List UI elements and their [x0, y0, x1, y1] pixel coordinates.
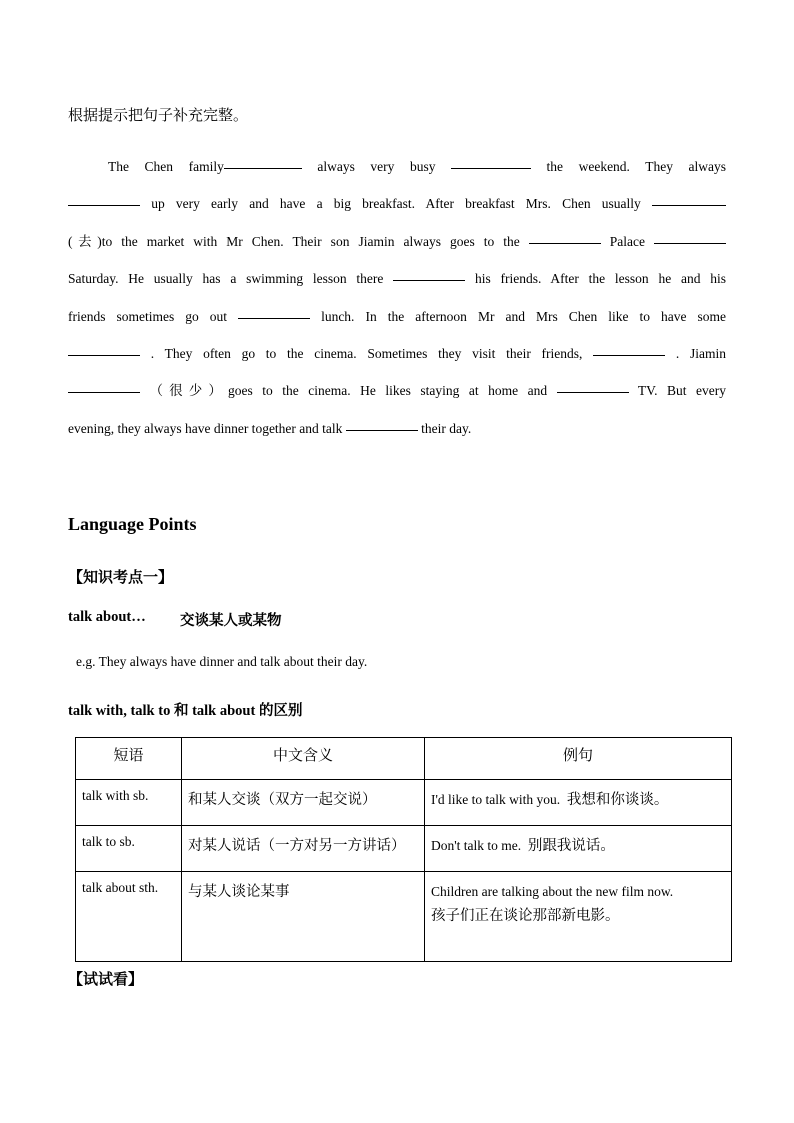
key-phrase: talk about…	[68, 609, 146, 625]
table-row	[76, 826, 732, 872]
example-zh: 我想和你谈谈。	[566, 792, 669, 808]
column-header: 中文含义	[182, 738, 425, 780]
answer-blank[interactable]	[68, 204, 140, 206]
answer-blank[interactable]	[652, 204, 726, 206]
passage-line	[68, 372, 726, 409]
passage-line	[68, 298, 726, 335]
passage-text: （很少）goes to the cinema. He likes staying at home and	[149, 383, 548, 399]
example-en: I'd like to talk with you.	[431, 792, 561, 807]
passage-text: . They often go to the cinema. Sometimes they visit their friends,	[150, 345, 583, 361]
example-en: Children are talking about the new film now.	[431, 884, 674, 899]
passage-line	[68, 410, 726, 447]
example-cell	[425, 872, 732, 962]
answer-blank[interactable]	[451, 167, 531, 169]
key-phrase-meaning: 交谈某人或某物	[180, 613, 282, 629]
example-zh: 别跟我说话。	[527, 838, 615, 854]
passage-text: his friends. After the lesson he and his	[474, 271, 727, 287]
passage-text: the weekend. They always	[546, 159, 727, 174]
meaning-cell: 对某人说话（一方对另一方讲话）	[182, 826, 425, 872]
passage-text: lunch. In the afternoon Mr and Mrs Chen like to have some	[321, 308, 727, 324]
example-zh: 孩子们正在谈论那部新电影。	[431, 908, 620, 924]
passage-line	[68, 185, 726, 222]
passage-text: . Jiamin	[675, 345, 727, 361]
knowledge-point-label: 【知识考点一】	[68, 570, 174, 586]
passage-line	[68, 148, 726, 185]
phrase-comparison-table	[75, 737, 732, 962]
passage-text: friends sometimes go out	[68, 308, 228, 324]
answer-blank[interactable]	[557, 391, 629, 393]
answer-blank[interactable]	[593, 354, 665, 356]
passage-text: evening, they always have dinner together and talk	[68, 420, 343, 436]
passage-text: their day.	[421, 420, 472, 436]
passage-text: (去)to the market with Mr Chen. Their son Jiamin always goes to the	[68, 233, 520, 249]
passage-line	[68, 335, 726, 372]
meaning-cell: 与某人谈论某事	[182, 872, 425, 962]
phrase-cell: talk with sb.	[76, 780, 182, 826]
passage-text: Palace	[609, 233, 645, 249]
passage-text: up very early and have a big breakfast. After breakfast Mrs. Chen usually	[151, 196, 641, 212]
passage-text: TV. But every	[637, 383, 727, 399]
instruction-text: 根据提示把句子补充完整。	[68, 108, 249, 124]
answer-blank[interactable]	[529, 242, 601, 244]
answer-blank[interactable]	[654, 242, 726, 244]
passage-line	[68, 223, 726, 260]
difference-heading: talk with, talk to 和 talk about 的区别	[68, 703, 303, 719]
answer-blank[interactable]	[224, 167, 302, 169]
table-row	[76, 780, 732, 826]
passage-line	[68, 260, 726, 297]
fill-in-passage	[68, 148, 726, 447]
passage-text: always very busy	[317, 159, 436, 174]
answer-blank[interactable]	[238, 317, 310, 319]
answer-blank[interactable]	[68, 391, 140, 393]
try-it-heading: 【试试看】	[68, 972, 144, 988]
meaning-cell: 和某人交谈（双方一起交说）	[182, 780, 425, 826]
table-row	[76, 872, 732, 962]
answer-blank[interactable]	[68, 354, 140, 356]
column-header: 短语	[76, 738, 182, 780]
answer-blank[interactable]	[393, 279, 465, 281]
example-cell	[425, 826, 732, 872]
phrase-cell: talk to sb.	[76, 826, 182, 872]
phrase-cell: talk about sth.	[76, 872, 182, 962]
column-header: 例句	[425, 738, 732, 780]
table-header-row	[76, 738, 732, 780]
passage-text: The Chen family	[108, 159, 224, 174]
example-cell	[425, 780, 732, 826]
answer-blank[interactable]	[346, 429, 418, 431]
example-en: Don't talk to me.	[431, 838, 522, 853]
section-heading: Language Points	[68, 514, 197, 534]
example-sentence: e.g. They always have dinner and talk about their day.	[76, 654, 368, 669]
passage-text: Saturday. He usually has a swimming lesson there	[68, 271, 384, 287]
